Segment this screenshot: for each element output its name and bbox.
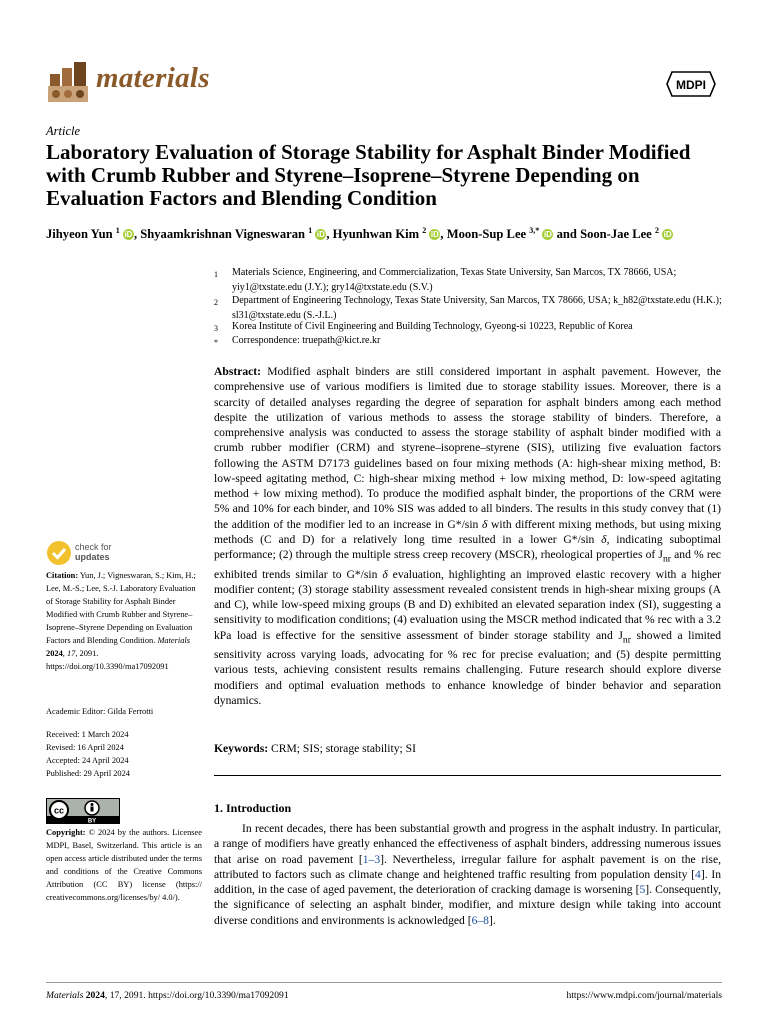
citation-label: Citation: <box>46 571 79 580</box>
published-date: Published: 29 April 2024 <box>46 769 130 778</box>
accepted-date: Accepted: 24 April 2024 <box>46 756 129 765</box>
author-name: Hyunhwan Kim <box>332 227 420 242</box>
affiliation-number: 1 <box>214 270 218 279</box>
author-affiliation-sup: 3,* <box>529 226 540 235</box>
subscript: nr <box>662 553 671 565</box>
revised-date: Revised: 16 April 2024 <box>46 743 124 752</box>
abstract-text: , indicating suboptimal performance; (2) through the multiple stress creep recovery (MSCR), rheological properties of J <box>214 532 721 561</box>
author-name: Soon-Jae Lee <box>580 227 652 242</box>
affiliation-text: Department of Engineering Technology, Texas State University, San Marcos, TX 78666, USA; k_h82@txstate.edu (H.K.); sl31@txstate.edu (S.-J.L.) <box>232 295 722 321</box>
citation-block <box>46 569 202 673</box>
author-affiliation-sup: 2 <box>654 226 659 235</box>
footer-year: 2024 <box>83 990 105 1001</box>
cc-by-license-icon[interactable] <box>46 798 120 824</box>
check-updates-line2: updates <box>75 552 110 562</box>
abstract-text: Modified asphalt binders are still considered important in asphalt pavement. However, the comprehensive use of various modifiers is limited due to storage stability issues. Moreover, there is a scarcity of detailed analyses regarding the degree of separation for asphalt binders among each method despite the utilization of various methods to assess the storage stability of binders. Therefore, a comprehensive analysis was conducted to assess the storage stability of asphalt binder modified with a crumb rubber modifier (CRM) and styrene–isoprene–styrene (SIS), utilizing five evaluation factors following the ASTM D7173 guidelines based on four mixing methods (A: high-shear mixing method, B: low-speed agitating method, C: high-shear mixing method + low mixing method, D: low-speed agitating method + low mixing method). To produce the modified asphalt binder, the proportions of the CRM were 5% and 10% for each binder, and 10% SIS was added to all binders. The results in this study convey that (1) the addition of the modifier led to an increase in G*/sin <box>214 365 721 531</box>
citation-year: 2024 <box>46 649 63 658</box>
intro-text: ]. <box>488 913 496 927</box>
citation-link[interactable]: 6–8 <box>471 913 489 927</box>
copyright-label: Copyright: <box>46 828 86 837</box>
intro-text: ]. Nevertheless, irregular failure for asphalt pavement is on the rise, attributed to factors such as climate change and heightened traffic resulting from population density [ <box>214 852 721 881</box>
intro-text: In recent decades, there has been substantial growth and progress in the asphalt industry. In particular, a range of modifiers have greatly enhanced the effectiveness of asphalt binders, addressing numerous issues that arise on road pavement [ <box>214 822 721 866</box>
svg-text:BY: BY <box>87 818 97 824</box>
author-name: Moon-Sup Lee <box>446 227 527 242</box>
citation-volume: 17 <box>66 649 76 658</box>
publisher-logo-icon <box>666 71 716 97</box>
author-affiliation-sup: 2 <box>422 226 427 235</box>
abstract-text: showed a limited sensitivity across varying loads, advocating for % rec for precise evaluation; and (5) despite permitting various tests, achieving consistent results remains challenging. Future research should explore diverse modifiers and optimal evaluation methods to enhance knowledge of binder behavior and separation dynamics. <box>214 628 721 707</box>
abstract-text: and % rec exhibited trends similar to G*/sin <box>214 548 721 581</box>
citation-doi[interactable]: , 2091. https://doi.org/10.3390/ma17092091 <box>46 649 169 671</box>
citation-text: Yun, J.; Vigneswaran, S.; Kim, H.; Lee, M.-S.; Lee, S.-J. Laboratory Evaluation of Storage Stability for Asphalt Binder Modified with Crumb Rubber and Styrene–Isoprene–Styrene Depending on Evaluation Factors and Blending Condition. <box>46 571 196 645</box>
citation-journal: Materials <box>157 636 191 645</box>
orcid-icon[interactable]: iD <box>430 230 439 240</box>
footer-journal: Materials <box>46 990 84 1001</box>
article-title: Laboratory Evaluation of Storage Stability for Asphalt Binder Modified with Crumb Rubber and Styrene–Isoprene–Styrene Depending on Evaluation Factors and Blending Condition <box>46 140 691 210</box>
author-name: Shyaamkrishnan Vigneswaran <box>140 227 306 242</box>
citation-link[interactable]: 5 <box>639 883 646 896</box>
keywords-label: Keywords: <box>214 742 269 755</box>
check-updates-line1: check for <box>75 542 112 552</box>
affiliation-number: 2 <box>214 298 218 307</box>
check-updates-icon <box>46 540 72 566</box>
check-updates-badge[interactable] <box>46 540 136 568</box>
orcid-icon[interactable]: iD <box>316 230 325 240</box>
dates-block <box>46 728 130 780</box>
author-affiliation-sup: 1 <box>308 226 313 235</box>
affiliation-text: Correspondence: truepath@kict.re.kr <box>232 335 381 346</box>
section-heading: 1. Introduction <box>214 801 292 815</box>
orcid-icon[interactable]: iD <box>543 230 552 240</box>
abstract-text: evaluation, highlighting an improved elastic recovery with a higher modifier content; (3) storage stability assessment revealed consistent trends in high-shear mixing groups (A and C), while low-speed mixing groups (B and D) exhibited an elevated separation index (SI), suggesting a sensitivity to modification conditions; (4) evaluation using the MSCR method indicated that % rec with a 3.2 kPa load is effective for the sensitive assessment of binder storage stability and J <box>214 567 722 642</box>
copyright-notice <box>46 826 202 904</box>
delta-symbol: δ <box>601 532 607 546</box>
footer-citation <box>46 990 289 1001</box>
citation-link[interactable]: 4 <box>695 867 701 881</box>
publisher-name: MDPI <box>676 78 706 92</box>
subscript: nr <box>622 633 631 645</box>
keywords <box>214 741 721 756</box>
abstract-label: Abstract: <box>214 365 262 378</box>
orcid-icon[interactable]: iD <box>663 230 672 240</box>
footer-doi[interactable]: , 17, 2091. https://doi.org/10.3390/ma17092091 <box>104 990 289 1001</box>
section-divider <box>214 775 721 776</box>
intro-text: ]. In addition, in the case of aged pavement, the deterioration of cracking damage is worsening [ <box>214 867 721 896</box>
svg-text:cc: cc <box>53 805 65 816</box>
article-type: Article <box>46 124 81 138</box>
footer-journal-url[interactable]: https://www.mdpi.com/journal/materials <box>566 990 722 1001</box>
affiliation-number: 3 <box>214 324 218 333</box>
abstract <box>214 364 721 708</box>
journal-logo-icon <box>46 60 90 104</box>
citation-link[interactable]: 1–3 <box>362 852 381 866</box>
journal-name: materials <box>96 62 210 94</box>
affiliation-text: Materials Science, Engineering, and Commercialization, Texas State University, San Marcos, TX 78666, USA; yiy1@txstate.edu (J.Y.); gry14@txstate.edu (S.V.) <box>232 267 677 293</box>
affiliation-number: * <box>214 338 218 347</box>
copyright-text: © 2024 by the authors. Licensee MDPI, Basel, Switzerland. This article is an open access article distributed under the terms and conditions of the Creative Commons Attribution (CC BY) license (https:// creativecommons.org/licenses/by/ 4.0/). <box>46 828 202 902</box>
keywords-text: CRM; SIS; storage stability; SI <box>268 742 416 755</box>
intro-text: ]. Consequently, the significance of selecting an asphalt binder, modifier, and mixture design while taking into account diverse conditions and environments is acknowledged [ <box>214 883 721 927</box>
author-name: Jihyeon Yun <box>46 227 113 242</box>
delta-symbol: δ <box>481 517 488 531</box>
affiliation-text: Korea Institute of Civil Engineering and Building Technology, Gyeong-si 10223, Republic of Korea <box>232 321 633 332</box>
author-affiliation-sup: 1 <box>115 226 120 235</box>
author-list: Jihyeon Yun $^1$ iD , Shyaamkrishnan Vigneswaran $^1$ iD , Hyunhwan Kim $^2$ iD , Moon-Sup Lee $^{3,*}$ iD and Soon-Jae Lee $^2$ iD <box>46 226 672 242</box>
citation-text: , <box>62 649 67 658</box>
abstract-text: with different mixing methods, but using mixing methods (C and D) for a relatively long time resulted in a lower G*/sin <box>214 517 721 546</box>
intro-paragraph <box>214 821 721 928</box>
received-date: Received: 1 March 2024 <box>46 730 129 739</box>
academic-editor: Academic Editor: Gilda Ferrotti <box>46 707 154 716</box>
orcid-icon[interactable]: iD <box>124 230 133 240</box>
delta-symbol: δ <box>382 567 388 581</box>
footer-divider <box>46 982 722 983</box>
